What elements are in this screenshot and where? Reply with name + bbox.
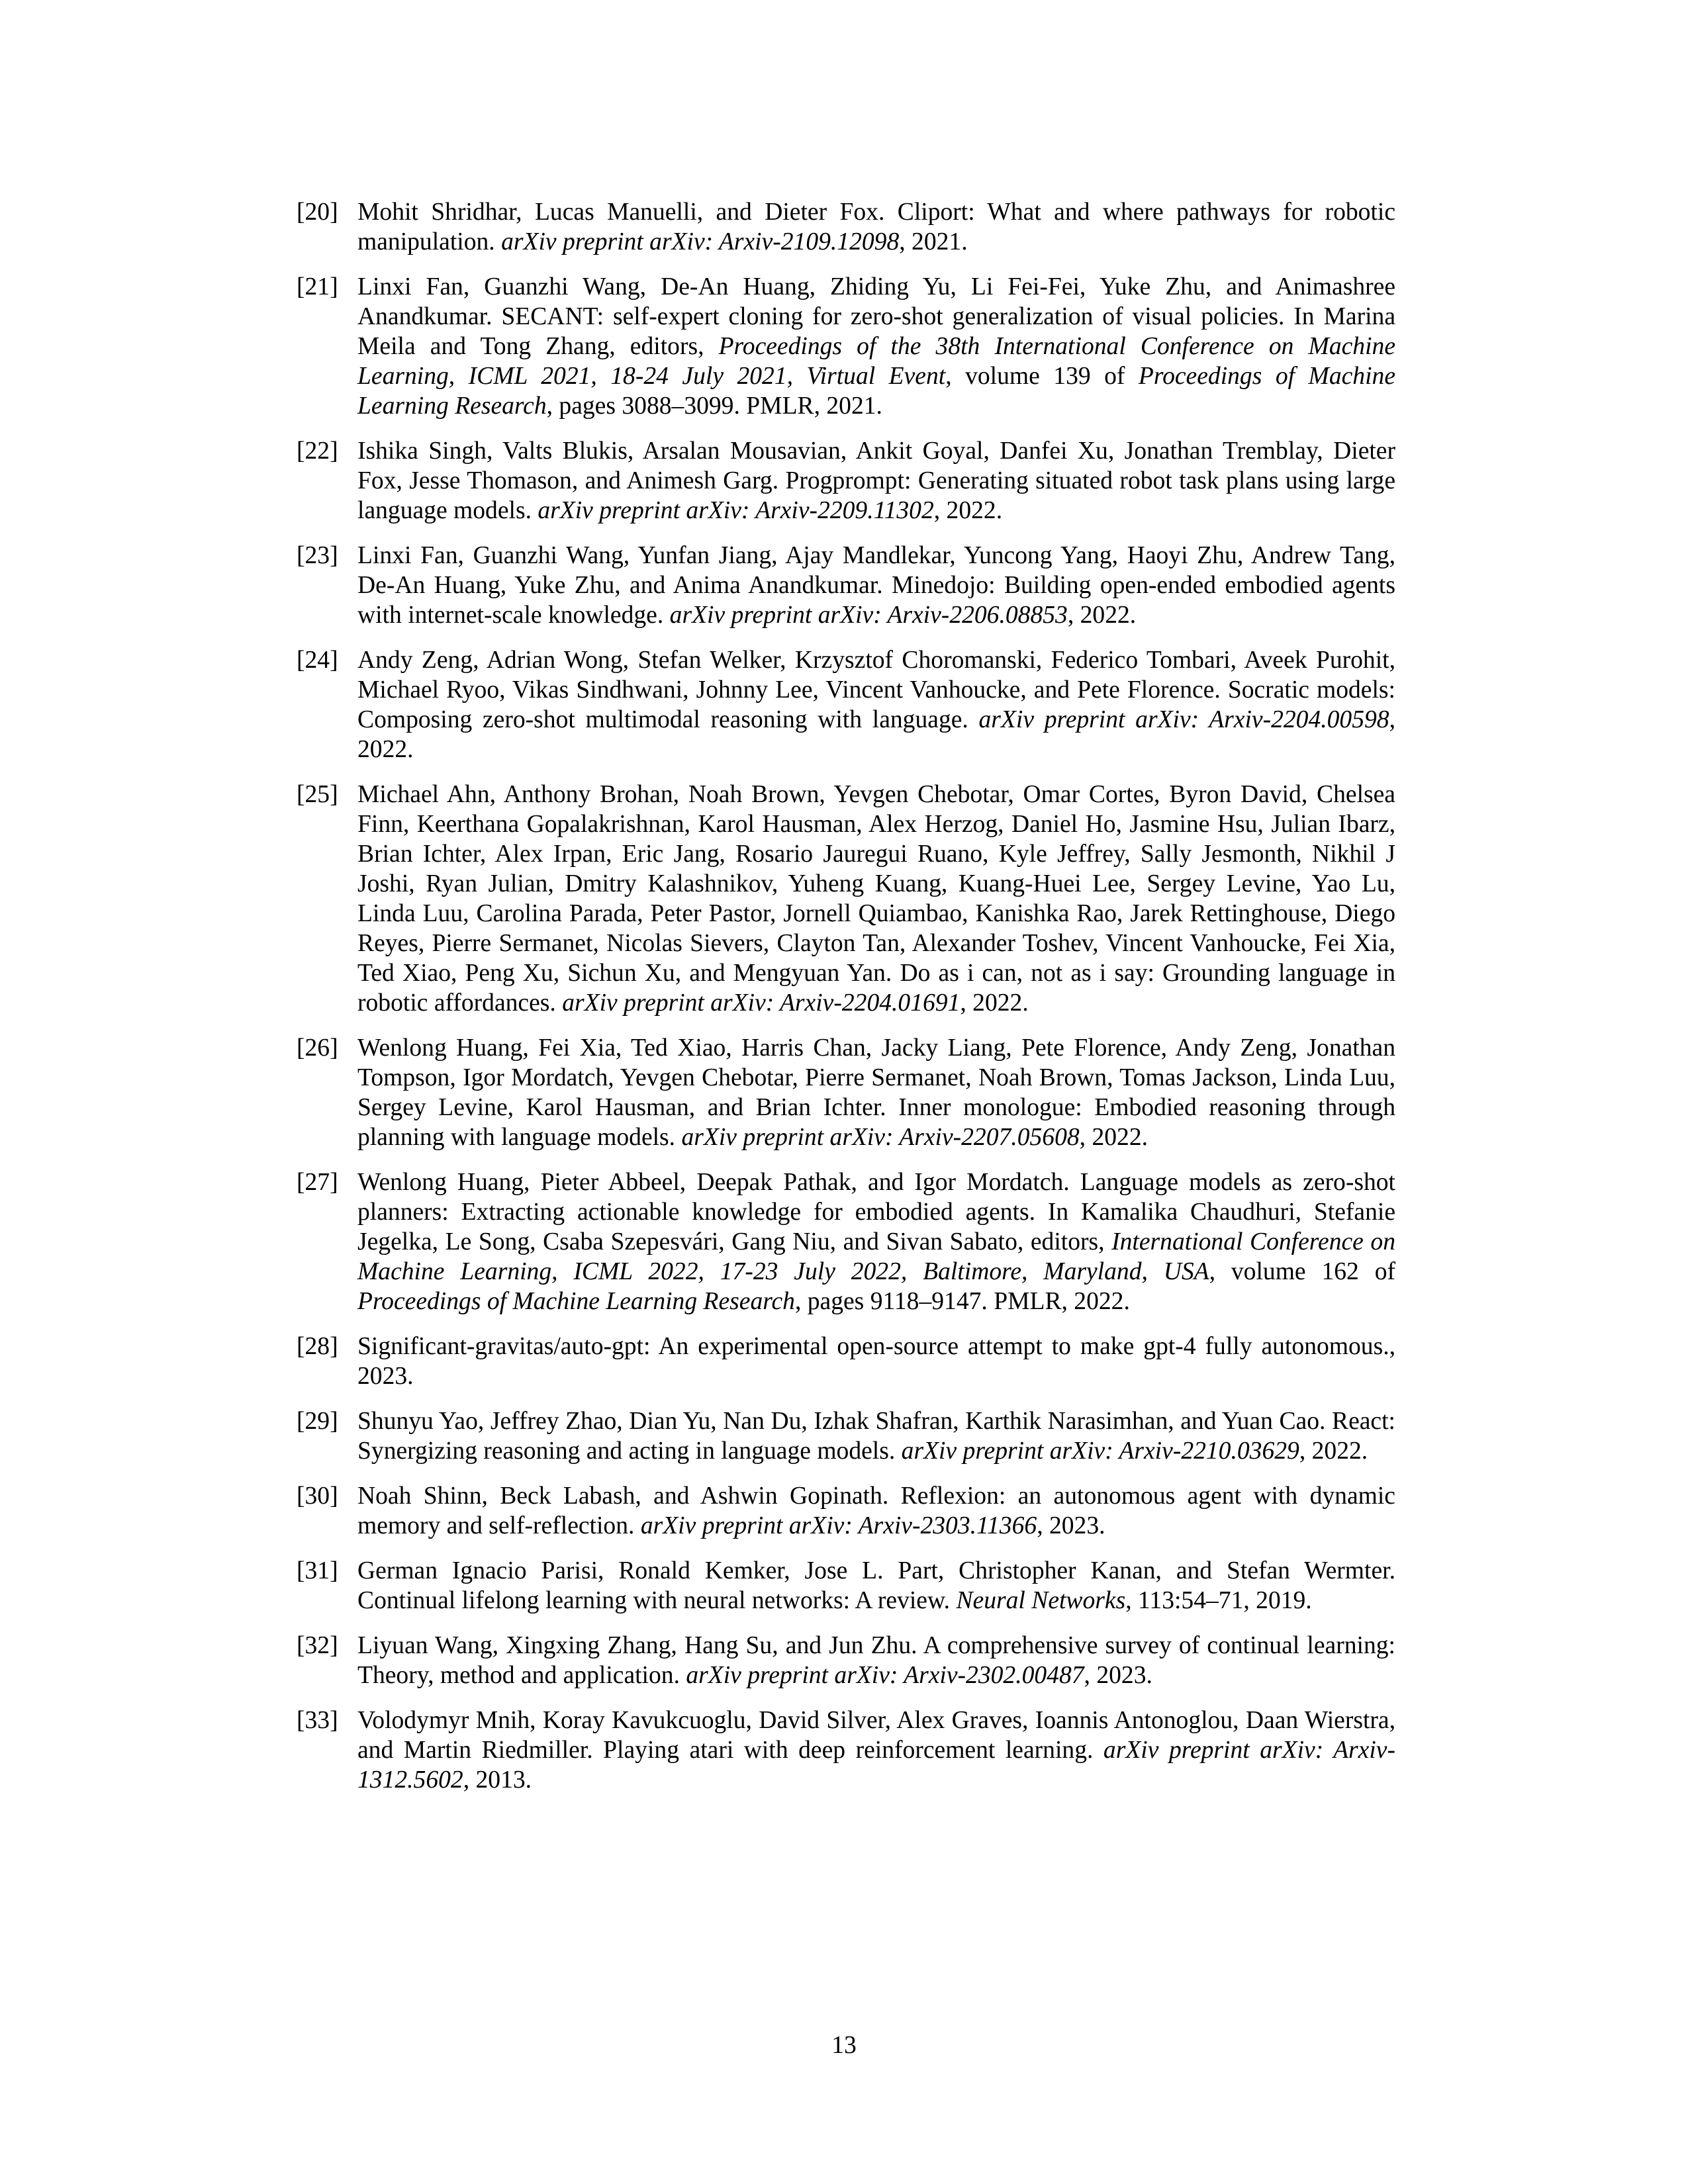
page-number: 13 <box>831 2032 857 2059</box>
reference-number: [32] <box>297 1632 338 1659</box>
reference-text: , 2023. <box>1037 1512 1105 1539</box>
reference-text: , 2021. <box>899 228 968 255</box>
reference-entry <box>297 1556 1395 1615</box>
reference-text: Volodymyr Mnih, Koray Kavukcuoglu, David Silver, Alex Graves, Ioannis Antonoglou, Daan Wierstra, and Martin Riedmiller. Playing atari with deep reinforcement learning. <box>357 1707 1395 1764</box>
reference-text: Liyuan Wang, Xingxing Zhang, Hang Su, and Jun Zhu. A comprehensive survey of continual learning: Theory, method and application. <box>357 1632 1395 1689</box>
reference-venue: Neural Networks <box>956 1587 1126 1614</box>
reference-list <box>297 197 1395 1810</box>
reference-number: [23] <box>297 542 338 569</box>
reference-venue: arXiv preprint arXiv: Arxiv-2209.11302 <box>538 497 934 524</box>
reference-text: , volume 162 of <box>1209 1258 1395 1285</box>
reference-text: , 2022. <box>960 989 1029 1017</box>
reference-entry <box>297 1033 1395 1152</box>
reference-entry <box>297 1631 1395 1690</box>
reference-entry <box>297 1481 1395 1541</box>
reference-text: Wenlong Huang, Fei Xia, Ted Xiao, Harris Chan, Jacky Liang, Pete Florence, Andy Zeng, Jonathan Tompson, Igor Mordatch, Yevgen Chebotar, Pierre Sermanet, Noah Brown, Tomas Jackson, Linda Luu, Sergey Levine, Karol Hausman, and Brian Ichter. Inner monologue: Embodied reasoning through planning with language models. <box>357 1034 1395 1151</box>
reference-text: Ishika Singh, Valts Blukis, Arsalan Mousavian, Ankit Goyal, Danfei Xu, Jonathan Tremblay, Dieter Fox, Jesse Thomason, and Animesh Garg. Progprompt: Generating situated robot task plans using large language models. <box>357 437 1395 524</box>
reference-number: [29] <box>297 1408 338 1435</box>
reference-venue: arXiv preprint arXiv: Arxiv-2302.00487 <box>686 1662 1084 1689</box>
reference-number: [28] <box>297 1333 338 1360</box>
reference-text: Linxi Fan, Guanzhi Wang, De-An Huang, Zhiding Yu, Li Fei-Fei, Yuke Zhu, and Animashree Anandkumar. SECANT: self-expert cloning for zero-shot generalization of visual policies. In Marina Meila and Tong Zhang, editors, <box>357 273 1395 360</box>
reference-number: [21] <box>297 273 338 300</box>
reference-number: [22] <box>297 437 338 465</box>
reference-entry <box>297 1167 1395 1316</box>
reference-entry <box>297 436 1395 525</box>
reference-venue: arXiv preprint arXiv: Arxiv-2207.05608 <box>681 1124 1080 1151</box>
reference-entry <box>297 1406 1395 1466</box>
reference-number: [24] <box>297 647 338 674</box>
reference-text: Mohit Shridhar, Lucas Manuelli, and Dieter Fox. Cliport: What and where pathways for robotic manipulation. <box>357 199 1395 255</box>
reference-venue: arXiv preprint arXiv: Arxiv-1312.5602 <box>357 1737 1395 1794</box>
reference-text: Michael Ahn, Anthony Brohan, Noah Brown, Yevgen Chebotar, Omar Cortes, Byron David, Chelsea Finn, Keerthana Gopalakrishnan, Karol Hausman, Alex Herzog, Daniel Ho, Jasmine Hsu, Julian Ibarz, Brian Ichter, Alex Irpan, Eric Jang, Rosario Jauregui Ruano, Kyle Jeffrey, Sally Jesmonth, Nikhil J Joshi, Ryan Julian, Dmitry Kalashnikov, Yuheng Kuang, Kuang-Huei Lee, Sergey Levine, Yao Lu, Linda Luu, Carolina Parada, Peter Pastor, Jornell Quiambao, Kanishka Rao, Jarek Rettinghouse, Diego Reyes, Pierre Sermanet, Nicolas Sievers, Clayton Tan, Alexander Toshev, Vincent Vanhoucke, Fei Xia, Ted Xiao, Peng Xu, Sichun Xu, and Mengyuan Yan. Do as i can, not as i say: Grounding language in robotic affordances. <box>357 781 1395 1017</box>
reference-text: , 113:54–71, 2019. <box>1125 1587 1312 1614</box>
reference-text: , 2022. <box>1067 602 1137 629</box>
reference-text: , 2013. <box>463 1766 532 1794</box>
reference-venue: arXiv preprint arXiv: Arxiv-2206.08853 <box>669 602 1068 629</box>
reference-number: [33] <box>297 1707 338 1734</box>
reference-text: , pages 3088–3099. PMLR, 2021. <box>546 392 882 420</box>
reference-number: [25] <box>297 781 338 808</box>
reference-number: [31] <box>297 1557 338 1584</box>
reference-entry <box>297 197 1395 257</box>
reference-venue: arXiv preprint arXiv: Arxiv-2109.12098 <box>501 228 900 255</box>
reference-text: , 2022. <box>1079 1124 1148 1151</box>
reference-text: , pages 9118–9147. PMLR, 2022. <box>794 1288 1130 1315</box>
reference-entry <box>297 780 1395 1018</box>
reference-text: , 2022. <box>1299 1437 1368 1465</box>
reference-venue: Proceedings of Machine Learning Research <box>357 363 1395 420</box>
reference-text: , 2022. <box>357 706 1395 763</box>
reference-venue: International Conference on Machine Learning, ICML 2022, 17-23 July 2022, Baltimore, Maryland, USA <box>357 1228 1395 1285</box>
reference-text: German Ignacio Parisi, Ronald Kemker, Jose L. Part, Christopher Kanan, and Stefan Wermter. Continual lifelong learning with neural networks: A review. <box>357 1557 1395 1614</box>
reference-text: , volume 139 of <box>945 363 1139 390</box>
reference-text: Noah Shinn, Beck Labash, and Ashwin Gopinath. Reflexion: an autonomous agent with dynamic memory and self-reflection. <box>357 1482 1395 1539</box>
reference-venue: arXiv preprint arXiv: Arxiv-2204.00598 <box>978 706 1389 733</box>
reference-venue: arXiv preprint arXiv: Arxiv-2210.03629 <box>901 1437 1299 1465</box>
reference-text: Significant-gravitas/auto-gpt: An experimental open-source attempt to make gpt-4 fully autonomous., 2023. <box>357 1333 1395 1390</box>
reference-entry <box>297 1706 1395 1795</box>
reference-venue: Proceedings of the 38th International Conference on Machine Learning, ICML 2021, 18-24 July 2021, Virtual Event <box>357 333 1395 390</box>
reference-entry <box>297 541 1395 630</box>
reference-entry <box>297 645 1395 764</box>
reference-venue: arXiv preprint arXiv: Arxiv-2303.11366 <box>640 1512 1037 1539</box>
reference-text: Andy Zeng, Adrian Wong, Stefan Welker, Krzysztof Choromanski, Federico Tombari, Aveek Purohit, Michael Ryoo, Vikas Sindhwani, Johnny Lee, Vincent Vanhoucke, and Pete Florence. Socratic models: Composing zero-shot multimodal reasoning with language. <box>357 647 1395 733</box>
reference-number: [27] <box>297 1169 338 1196</box>
reference-text: , 2023. <box>1084 1662 1152 1689</box>
reference-venue: arXiv preprint arXiv: Arxiv-2204.01691 <box>562 989 961 1017</box>
reference-text: Linxi Fan, Guanzhi Wang, Yunfan Jiang, Ajay Mandlekar, Yuncong Yang, Haoyi Zhu, Andrew Tang, De-An Huang, Yuke Zhu, and Anima Anandkumar. Minedojo: Building open-ended embodied agents with internet-scale knowledge. <box>357 542 1395 629</box>
reference-number: [20] <box>297 199 338 226</box>
reference-entry <box>297 1332 1395 1391</box>
reference-text: Wenlong Huang, Pieter Abbeel, Deepak Pathak, and Igor Mordatch. Language models as zero-shot planners: Extracting actionable knowledge for embodied agents. In Kamalika Chaudhuri, Stefanie Jegelka, Le Song, Csaba Szepesvári, Gang Niu, and Sivan Sabato, editors, <box>357 1169 1395 1255</box>
reference-number: [26] <box>297 1034 338 1062</box>
reference-number: [30] <box>297 1482 338 1510</box>
reference-entry <box>297 272 1395 421</box>
reference-text: Shunyu Yao, Jeffrey Zhao, Dian Yu, Nan Du, Izhak Shafran, Karthik Narasimhan, and Yuan Cao. React: Synergizing reasoning and acting in language models. <box>357 1408 1395 1465</box>
reference-venue: Proceedings of Machine Learning Research <box>357 1288 795 1315</box>
reference-text: , 2022. <box>933 497 1003 524</box>
